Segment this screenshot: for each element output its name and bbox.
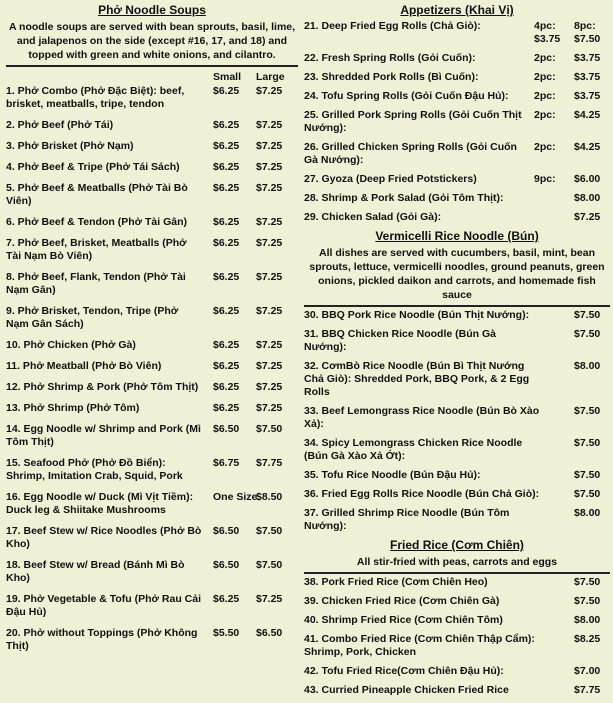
vermicelli-divider — [304, 305, 610, 307]
large-price: $8.50 — [256, 491, 283, 503]
menu-item — [304, 488, 610, 501]
large-price: $7.25 — [256, 237, 283, 249]
large-price: $7.25 — [256, 360, 283, 372]
small-price: $6.25 — [213, 381, 240, 393]
item-quantity: 2pc: — [534, 52, 556, 64]
item-name: 16. Egg Noodle w/ Duck (Mì Vịt Tiềm): Duck leg & Shiitake Mushrooms — [6, 491, 194, 516]
pho-list — [6, 85, 298, 653]
item-name: 10. Phở Chicken (Phở Gà) — [6, 339, 136, 351]
item-name: 37. Grilled Shrimp Rice Noodle (Bún Tôm Nướng): — [304, 507, 510, 532]
large-price: $7.50 — [256, 525, 283, 537]
fried-rice-intro: All stir-fried with peas, carrots and eggs — [356, 556, 558, 568]
menu-item — [6, 423, 298, 449]
menu-item — [304, 665, 610, 678]
small-price: $6.25 — [213, 593, 240, 605]
small-price: $6.25 — [213, 402, 240, 414]
item-name: 39. Chicken Fried Rice (Cơm Chiên Gà) — [304, 595, 500, 607]
menu-item — [6, 305, 298, 331]
item-name: 30. BBQ Pork Rice Noodle (Bún Thịt Nướng): — [304, 309, 530, 321]
item-price: $3.75 — [574, 90, 601, 102]
item-name: 36. Fried Egg Rolls Rice Noodle (Bún Chả Giò): — [304, 488, 540, 500]
item-name: 43. Curried Pineapple Chicken Fried Rice — [304, 684, 509, 696]
item-name: 7. Phở Beef, Brisket, Meatballs (Phở Tài Nạm Bò Viên) — [6, 237, 187, 262]
pho-intro: A noodle soups are served with bean sprouts, basil, lime, and jalapenos on the side (except #16, 17, and 18) and topped with green and white onions, and cilantro. — [8, 21, 296, 61]
menu-item — [304, 71, 610, 84]
right-column — [304, 0, 610, 703]
item-name: 40. Shrimp Fried Rice (Cơm Chiên Tôm) — [304, 614, 503, 626]
item-price: $3.75 — [574, 71, 601, 83]
vermicelli-list — [304, 309, 610, 533]
menu-item — [304, 309, 610, 322]
menu-item — [6, 593, 298, 619]
item-name: 27. Gyoza (Deep Fried Potstickers) — [304, 173, 477, 185]
item-name: 14. Egg Noodle w/ Shrimp and Pork (Mì Tôm Thịt) — [6, 423, 201, 448]
menu-item — [6, 559, 298, 585]
menu-item — [304, 469, 610, 482]
item-name: 11. Phở Meatball (Phở Bò Viên) — [6, 360, 162, 372]
item-price: $6.00 — [574, 173, 601, 185]
item-name: 5. Phở Beef & Meatballs (Phở Tài Bò Viên) — [6, 182, 188, 207]
menu-item — [6, 182, 298, 208]
large-price: $7.25 — [256, 271, 283, 283]
large-price: $7.50 — [256, 559, 283, 571]
item-name: 3. Phở Brisket (Phở Nạm) — [6, 140, 134, 152]
pho-section — [6, 0, 298, 661]
item-name: 31. BBQ Chicken Rice Noodle (Bún Gà Nướng): — [304, 328, 496, 353]
item-name: 23. Shredded Pork Rolls (Bì Cuốn): — [304, 71, 479, 83]
item-price: $7.50 — [574, 33, 601, 45]
menu-item — [304, 90, 610, 103]
menu-item — [6, 271, 298, 297]
menu-item — [304, 684, 610, 697]
fried-rice-title: Fried Rice (Cơm Chiên) — [390, 538, 524, 552]
item-name: 26. Grilled Chicken Spring Rolls (Gỏi Cuốn Gà Nướng): — [304, 141, 517, 166]
small-price: $6.25 — [213, 216, 240, 228]
item-price: $8.00 — [574, 507, 601, 519]
menu-item — [6, 216, 298, 229]
menu-item — [6, 525, 298, 551]
menu-item — [6, 237, 298, 263]
menu-item — [304, 614, 610, 627]
small-price: $6.25 — [213, 339, 240, 351]
item-price: $4.25 — [574, 141, 601, 153]
large-price: $7.25 — [256, 593, 283, 605]
menu-item — [6, 119, 298, 132]
vermicelli-intro: All dishes are served with cucumbers, basil, mint, bean sprouts, lettuce, vermicelli noodles, ground peanuts, green onions, pickled daikon and carrots, and homemade fish sauce — [309, 247, 605, 301]
menu-item — [304, 141, 610, 167]
large-label: Large — [256, 71, 285, 83]
item-price: 8pc: — [574, 20, 596, 32]
menu-item — [304, 360, 610, 399]
small-label: Small — [213, 71, 242, 83]
small-price: $6.50 — [213, 525, 240, 537]
large-price: $7.75 — [256, 457, 283, 469]
pho-title: Phở Noodle Soups — [98, 3, 206, 17]
item-price: $7.50 — [574, 488, 601, 500]
menu-item — [304, 211, 610, 224]
item-name: 19. Phở Vegetable & Tofu (Phở Rau Cải Đậu Hủ) — [6, 593, 202, 618]
menu-item — [304, 633, 610, 659]
item-name: 22. Fresh Spring Rolls (Gỏi Cuốn): — [304, 52, 476, 64]
appetizers-list — [304, 20, 610, 224]
item-name: 1. Phở Combo (Phở Đặc Biệt): beef, brisket, meatballs, tripe, tendon — [6, 85, 185, 110]
large-price: $7.25 — [256, 85, 283, 97]
menu-item — [304, 328, 610, 354]
item-name: 34. Spicy Lemongrass Chicken Rice Noodle (Bún Gà Xào Xả Ớt): — [304, 437, 523, 462]
menu-item — [304, 437, 610, 463]
large-price: $7.25 — [256, 182, 283, 194]
menu-item — [304, 192, 610, 205]
item-price: $7.75 — [574, 684, 601, 696]
item-name: 4. Phở Beef & Tripe (Phở Tái Sách) — [6, 161, 180, 173]
large-price: $7.25 — [256, 161, 283, 173]
small-price: One Size — [213, 491, 258, 503]
small-price: $6.25 — [213, 237, 240, 249]
item-name: 32. CơmBò Rice Noodle (Bún Bì Thịt Nướng Chả Giò): Shredded Pork, BBQ Pork, & 2 Egg Rolls — [304, 360, 530, 398]
fried-rice-divider — [304, 572, 610, 574]
item-name: 38. Pork Fried Rice (Cơm Chiên Heo) — [304, 576, 488, 588]
item-name: 15. Seafood Phở (Phở Đồ Biển): Shrimp, Imitation Crab, Squid, Pork — [6, 457, 183, 482]
item-quantity: 2pc: — [534, 90, 556, 102]
menu-item — [304, 405, 610, 431]
item-quantity: 2pc: — [534, 109, 556, 121]
large-price: $6.50 — [256, 627, 283, 639]
item-name: 18. Beef Stew w/ Bread (Bánh Mì Bò Kho) — [6, 559, 185, 584]
item-name: 41. Combo Fried Rice (Cơm Chiên Thập Cẩm): Shrimp, Pork, Chicken — [304, 633, 535, 658]
small-price: $6.25 — [213, 182, 240, 194]
item-name: 33. Beef Lemongrass Rice Noodle (Bún Bò Xào Xả): — [304, 405, 540, 430]
small-price: $6.25 — [213, 271, 240, 283]
item-name: 29. Chicken Salad (Gỏi Gà): — [304, 211, 442, 223]
small-price: $6.25 — [213, 161, 240, 173]
item-name: 13. Phở Shrimp (Phở Tôm) — [6, 402, 140, 414]
item-quantity: 9pc: — [534, 173, 556, 185]
small-price: $6.25 — [213, 140, 240, 152]
menu-item — [6, 402, 298, 415]
item-quantity: 2pc: — [534, 141, 556, 153]
menu-item — [6, 85, 298, 111]
item-price: $7.00 — [574, 665, 601, 677]
item-price: $7.50 — [574, 309, 601, 321]
item-name: 9. Phở Brisket, Tendon, Tripe (Phở Nạm Gân Sách) — [6, 305, 179, 330]
item-name: 20. Phở without Toppings (Phở Không Thịt) — [6, 627, 198, 652]
large-price: $7.25 — [256, 216, 283, 228]
menu-item — [6, 161, 298, 174]
item-name: 28. Shrimp & Pork Salad (Gỏi Tôm Thịt): — [304, 192, 504, 204]
menu-item — [6, 457, 298, 483]
small-price: $6.75 — [213, 457, 240, 469]
item-name: 35. Tofu Rice Noodle (Bún Đậu Hủ): — [304, 469, 481, 481]
small-price: $6.25 — [213, 305, 240, 317]
item-name: 8. Phở Beef, Flank, Tendon (Phở Tài Nạm Gân) — [6, 271, 186, 296]
menu-item — [304, 507, 610, 533]
item-quantity: 2pc: — [534, 71, 556, 83]
item-name: 24. Tofu Spring Rolls (Gỏi Cuốn Đậu Hủ): — [304, 90, 509, 102]
menu-item — [6, 339, 298, 352]
large-price: $7.25 — [256, 305, 283, 317]
small-price: $6.50 — [213, 423, 240, 435]
item-name: 17. Beef Stew w/ Rice Noodles (Phở Bò Kho) — [6, 525, 202, 550]
item-price: $7.50 — [574, 437, 601, 449]
size-header — [6, 69, 298, 85]
large-price: $7.25 — [256, 339, 283, 351]
item-price: $7.50 — [574, 328, 601, 340]
small-price: $6.25 — [213, 360, 240, 372]
small-price: $6.50 — [213, 559, 240, 571]
menu-item — [6, 360, 298, 373]
item-price: $7.50 — [574, 469, 601, 481]
item-name: 25. Grilled Pork Spring Rolls (Gỏi Cuốn Thịt Nướng): — [304, 109, 522, 134]
menu-item — [304, 173, 610, 186]
menu-item — [304, 109, 610, 135]
item-name: 6. Phở Beef & Tendon (Phở Tài Gân) — [6, 216, 187, 228]
large-price: $7.25 — [256, 381, 283, 393]
item-price: $7.50 — [574, 405, 601, 417]
item-quantity: 4pc: — [534, 20, 556, 32]
item-price: $8.25 — [574, 633, 601, 645]
item-name — [304, 33, 529, 46]
item-name: 42. Tofu Fried Rice(Cơm Chiên Đậu Hủ): — [304, 665, 504, 677]
vermicelli-title: Vermicelli Rice Noodle (Bún) — [375, 229, 539, 243]
item-name: 21. Deep Fried Egg Rolls (Chả Giò): — [304, 20, 481, 32]
item-price: $7.25 — [574, 211, 601, 223]
large-price: $7.25 — [256, 119, 283, 131]
item-name: 2. Phở Beef (Phở Tái) — [6, 119, 114, 131]
small-price: $6.25 — [213, 119, 240, 131]
fried-rice-list — [304, 576, 610, 697]
large-price: $7.50 — [256, 423, 283, 435]
menu-item — [304, 576, 610, 589]
menu-item — [304, 595, 610, 608]
appetizers-title: Appetizers (Khai Vị) — [400, 3, 514, 17]
large-price: $7.25 — [256, 140, 283, 152]
pho-divider — [6, 65, 298, 67]
item-price: $4.25 — [574, 109, 601, 121]
menu-item — [304, 52, 610, 65]
small-price: $6.25 — [213, 85, 240, 97]
menu-item — [304, 20, 610, 33]
item-quantity: $3.75 — [534, 33, 561, 45]
menu-item — [304, 33, 610, 46]
large-price: $7.25 — [256, 402, 283, 414]
item-price: $7.50 — [574, 576, 601, 588]
item-price: $8.00 — [574, 192, 601, 204]
item-price: $8.00 — [574, 614, 601, 626]
menu-item — [6, 140, 298, 153]
small-price: $5.50 — [213, 627, 240, 639]
item-price: $7.50 — [574, 595, 601, 607]
item-name: 12. Phở Shrimp & Pork (Phở Tôm Thịt) — [6, 381, 199, 393]
item-price: $8.00 — [574, 360, 601, 372]
menu-item — [6, 381, 298, 394]
menu-item — [6, 491, 298, 517]
menu-item — [6, 627, 298, 653]
item-price: $3.75 — [574, 52, 601, 64]
